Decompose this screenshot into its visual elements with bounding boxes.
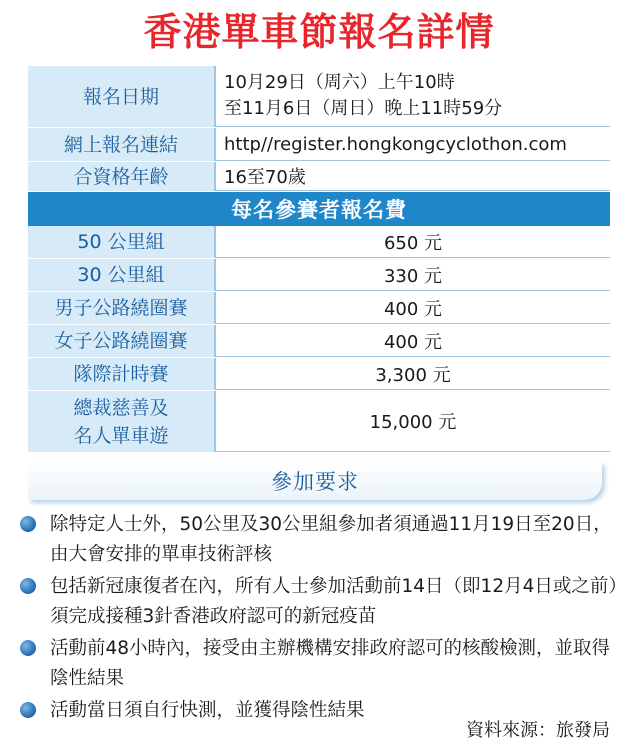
bullet-dot-icon xyxy=(20,702,36,718)
fee-label-line-1: 總裁慈善及 xyxy=(73,396,169,419)
list-item xyxy=(20,634,620,694)
fee-value: 330 元 xyxy=(216,259,610,291)
list-item xyxy=(20,510,620,570)
registration-table xyxy=(28,66,610,453)
page-title: 香港單車節報名詳情 xyxy=(143,10,495,54)
value-eligible-age: 16至70歲 xyxy=(216,162,610,191)
label-registration-date: 報名日期 xyxy=(28,66,214,127)
label-online-link: 網上報名連結 xyxy=(28,128,214,161)
label-eligible-age: 合資格年齡 xyxy=(28,162,214,191)
fee-label xyxy=(28,391,214,452)
fee-label: 女子公路繞圈賽 xyxy=(28,325,214,357)
requirement-text: 包括新冠康復者在內，所有人士參加活動前14日（即12月4日或之前）須完成接種3針香港政府認可的新冠疫苗 xyxy=(50,576,618,627)
fee-value: 3,300 元 xyxy=(216,358,610,390)
list-item xyxy=(20,572,620,632)
value-registration-date xyxy=(216,66,610,127)
fee-label: 男子公路繞圈賽 xyxy=(28,292,214,324)
requirement-text: 活動前48小時內，接受由主辦機構安排政府認可的核酸檢測，並取得陰性結果 xyxy=(50,638,611,689)
fee-value: 400 元 xyxy=(216,325,610,357)
fee-label: 隊際計時賽 xyxy=(28,358,214,390)
fee-value: 15,000 元 xyxy=(216,391,610,452)
bullet-dot-icon xyxy=(20,578,36,594)
fee-label-line-2: 名人單車遊 xyxy=(73,424,169,447)
date-line-2: 至11月6日（周日）晚上11時59分 xyxy=(224,98,503,119)
requirement-text: 活動當日須自行快測，並獲得陰性結果 xyxy=(50,700,365,721)
fee-row xyxy=(28,292,610,325)
fee-row xyxy=(28,325,610,358)
fee-value: 650 元 xyxy=(216,226,610,258)
fee-header: 每名參賽者報名費 xyxy=(28,192,610,226)
requirements-list xyxy=(20,510,620,728)
fee-row xyxy=(28,226,610,259)
row-registration-date xyxy=(28,66,610,128)
fee-row xyxy=(28,259,610,292)
requirements-title: 參加要求 xyxy=(271,470,359,494)
fee-label: 30 公里組 xyxy=(28,259,214,291)
bullet-dot-icon xyxy=(20,640,36,656)
bullet-dot-icon xyxy=(20,516,36,532)
requirements-header xyxy=(28,462,610,502)
value-online-link[interactable]: http//register.hongkongcyclothon.com xyxy=(216,128,610,161)
row-eligible-age xyxy=(28,162,610,192)
row-online-link xyxy=(28,128,610,162)
fee-value: 400 元 xyxy=(216,292,610,324)
fee-row xyxy=(28,358,610,391)
date-line-1: 10月29日（周六）上午10時 xyxy=(224,72,455,93)
source-credit: 資料來源：旅發局 xyxy=(466,720,610,741)
requirement-text: 除特定人士外，50公里及30公里組參加者須通過11月19日至20日，由大會安排的單車技術評核 xyxy=(50,514,612,565)
fee-label: 50 公里組 xyxy=(28,226,214,258)
fee-row xyxy=(28,391,610,453)
